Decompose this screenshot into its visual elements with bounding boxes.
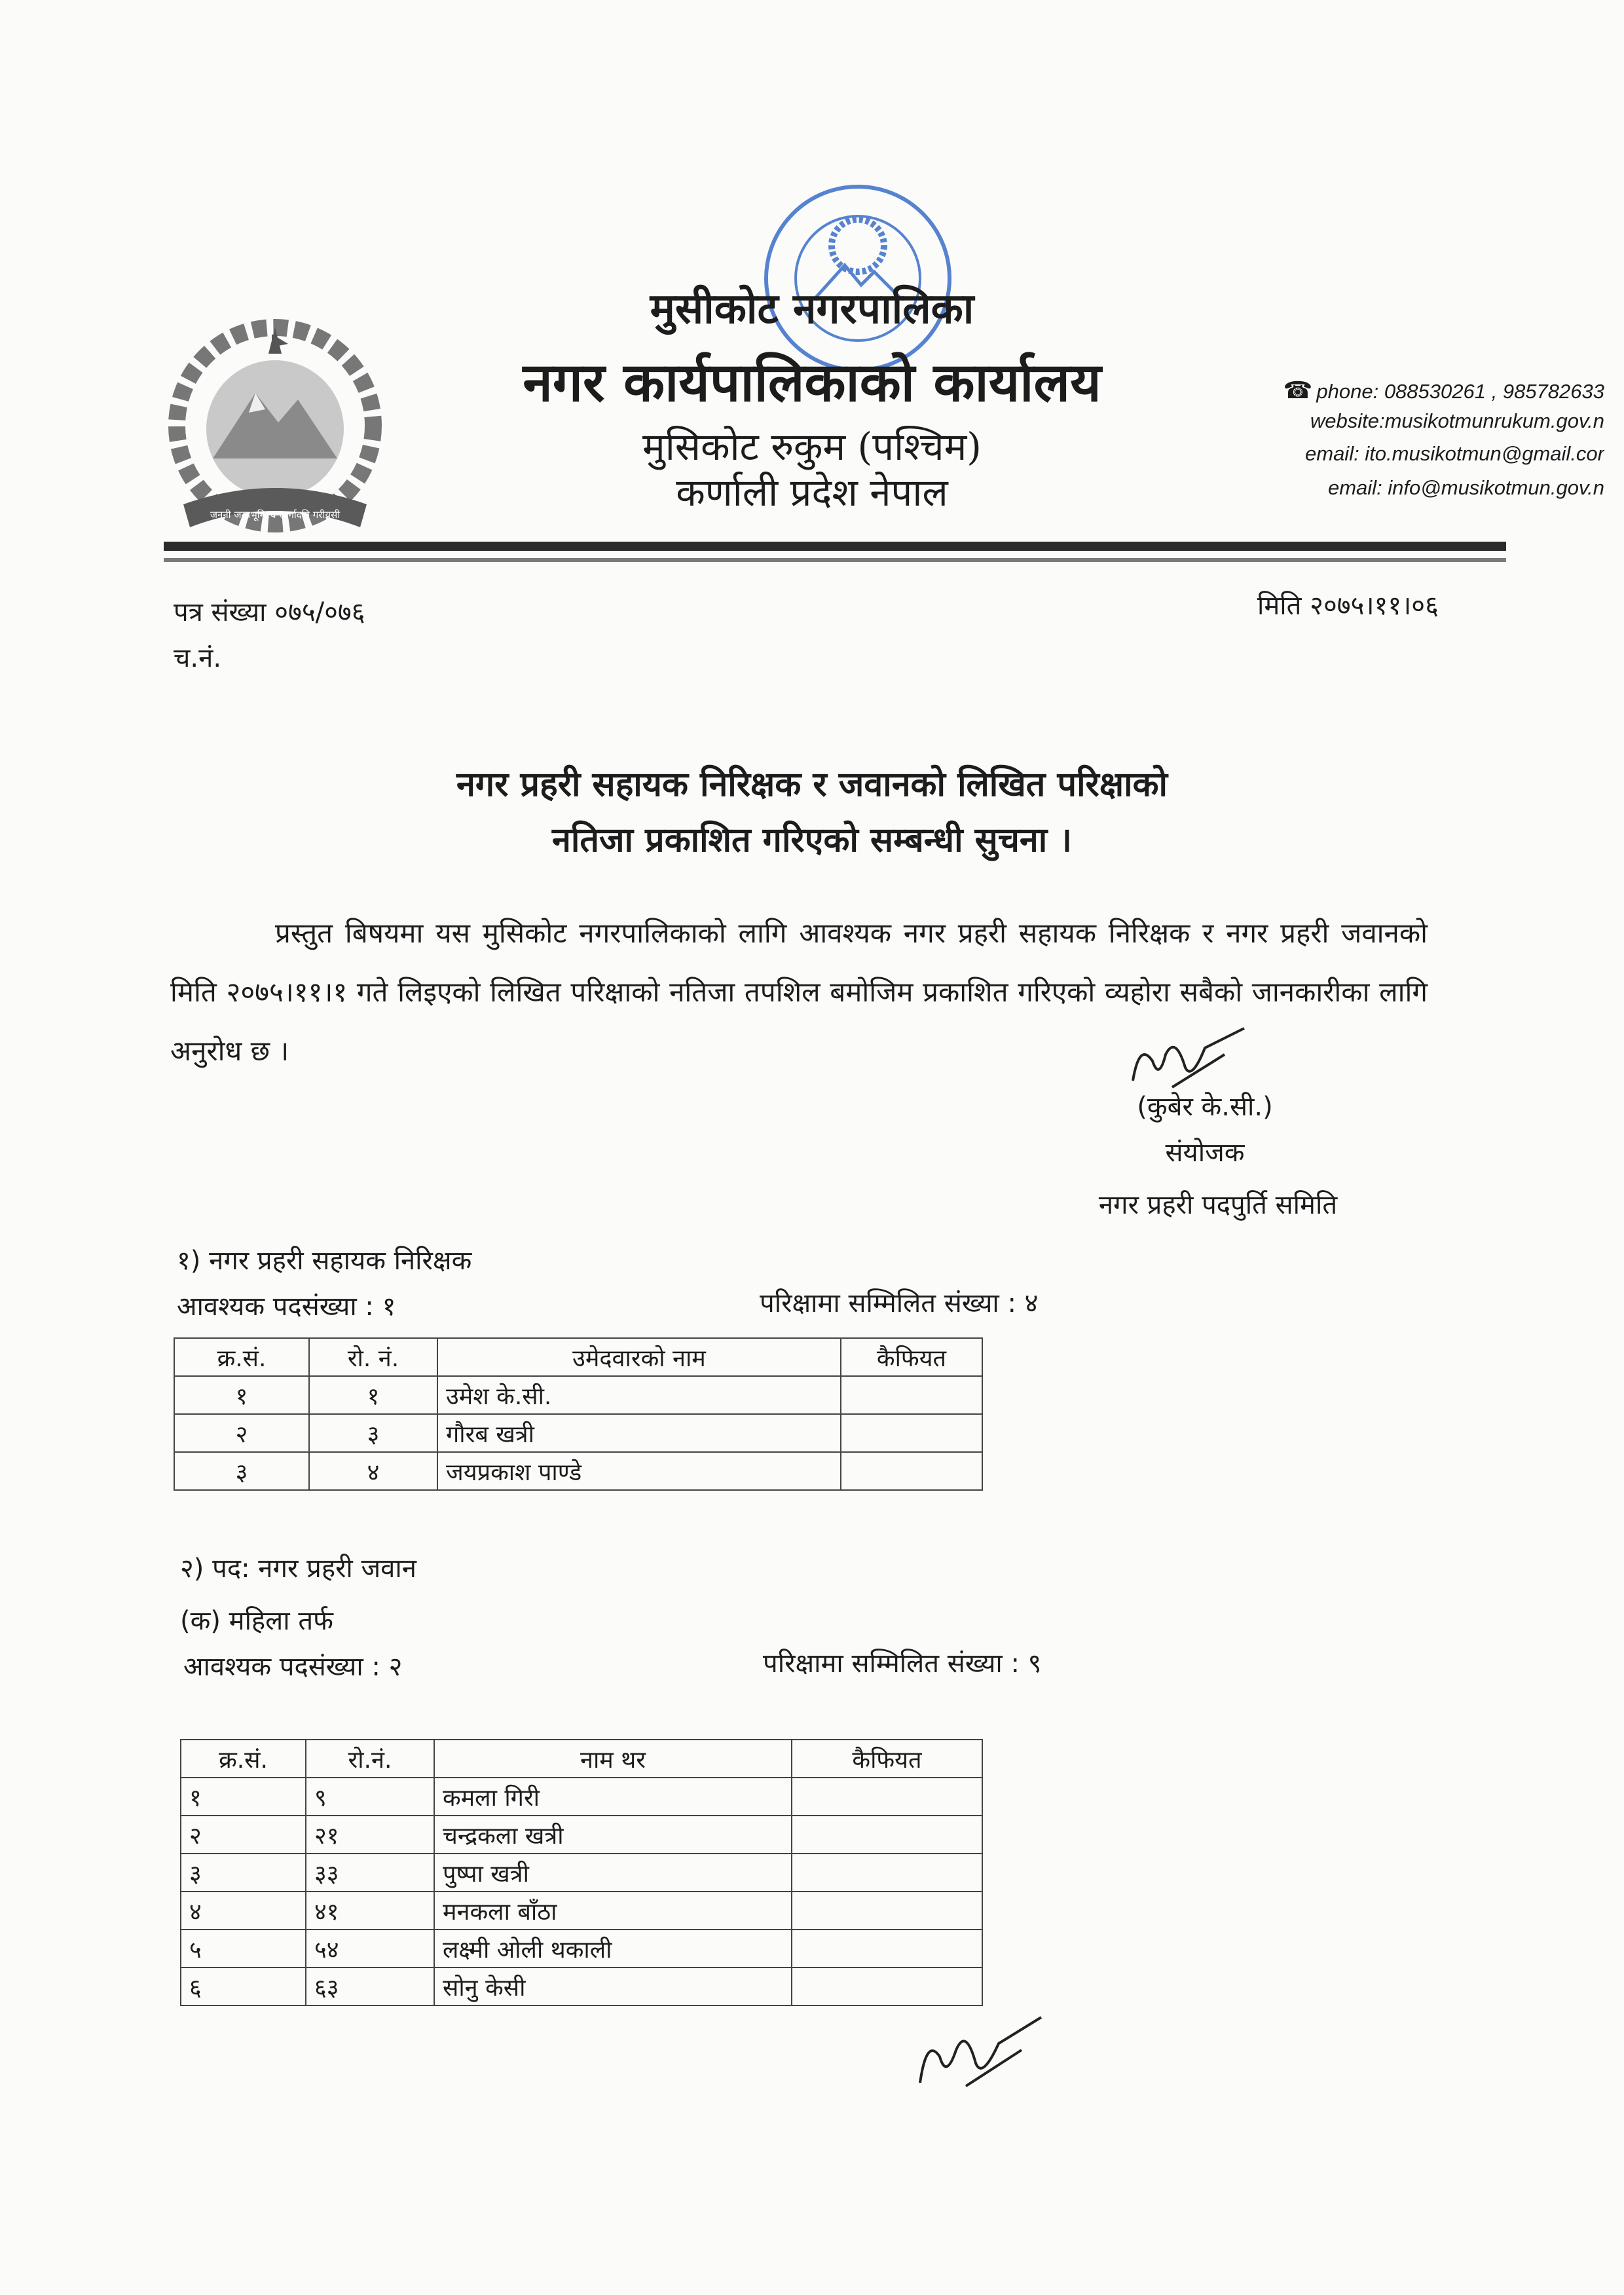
table-row (181, 1854, 982, 1892)
contact-website: website:musikotmunrukum.gov.n (1310, 409, 1604, 432)
cell-roll: ४ (309, 1452, 437, 1490)
col-roll: रो. नं. (309, 1338, 437, 1376)
header-rule (164, 542, 1506, 551)
notice-title-line2: नतिजा प्रकाशित गरिएको सम्बन्धी सुचना । (552, 821, 1072, 860)
cell-roll: ४१ (306, 1892, 434, 1930)
table-row (181, 1778, 982, 1816)
letter-date: मिति २०७५।११।०६ (1257, 591, 1439, 621)
signatory-name: (कुबेर के.सी.) (1137, 1092, 1273, 1122)
contact-email-2: email: info@musikotmun.gov.n (1327, 476, 1604, 499)
cell-name: गौरब खत्री (437, 1414, 841, 1452)
col-roll: रो.नं. (306, 1740, 434, 1778)
cell-roll: २१ (306, 1816, 434, 1854)
notice-title-line1: नगर प्रहरी सहायक निरिक्षक र जवानको लिखित परिक्षाको (456, 765, 1168, 804)
cell-name: कमला गिरी (434, 1778, 792, 1816)
contact-phone (1185, 377, 1604, 404)
cell-name: उमेश के.सी. (437, 1376, 841, 1414)
col-name: नाम थर (434, 1740, 792, 1778)
cell-serial: १ (174, 1376, 309, 1414)
cell-remarks (792, 1930, 982, 1968)
table-row (181, 1816, 982, 1854)
table-row (174, 1414, 982, 1452)
cell-serial: ३ (181, 1854, 306, 1892)
signature-mark-icon-bottom (904, 2004, 1054, 2096)
table-header-row (181, 1740, 982, 1778)
cell-remarks (792, 1892, 982, 1930)
cell-remarks (792, 1854, 982, 1892)
section1-appeared: परिक्षामा सम्मिलित संख्या : ४ (760, 1288, 1039, 1318)
col-remarks: कैफियत (841, 1338, 982, 1376)
signatory-role: संयोजक (1165, 1138, 1245, 1168)
col-name: उमेदवारको नाम (437, 1338, 841, 1376)
table-row (181, 1892, 982, 1930)
cell-name: सोनु केसी (434, 1968, 792, 2006)
cell-serial: २ (181, 1816, 306, 1854)
cell-serial: ५ (181, 1930, 306, 1968)
cell-roll: ३ (309, 1414, 437, 1452)
cell-serial: १ (181, 1778, 306, 1816)
cell-roll: ३३ (306, 1854, 434, 1892)
section2-sub: (क) महिला तर्फ (180, 1606, 334, 1636)
table-row (174, 1452, 982, 1490)
cell-serial: २ (174, 1414, 309, 1452)
office-location: मुसिकोट रुकुम (पश्चिम) (642, 424, 982, 469)
cell-remarks (841, 1376, 982, 1414)
notice-body: प्रस्तुत बिषयमा यस मुसिकोट नगरपालिकाको लागि आवश्यक नगर प्रहरी सहायक निरिक्षक र नगर प्रहरी जवानको मिति २०७५।११।१ गते लिइएको लिखित परिक्षाको नतिजा तपशिल बमोजिम प्रकाशित गरिएको व्यहोरा सबैको जानकारीका लागि अनुरोध छ । (170, 917, 1428, 1067)
cell-name: जयप्रकाश पाण्डे (437, 1452, 841, 1490)
letter-number: पत्र संख्या ०७५/०७६ (174, 597, 365, 627)
cell-remarks (792, 1968, 982, 2006)
col-serial: क्र.सं. (181, 1740, 306, 1778)
table-row (174, 1376, 982, 1414)
cell-name: चन्द्रकला खत्री (434, 1816, 792, 1854)
section2-heading: २) पद: नगर प्रहरी जवान (180, 1554, 416, 1584)
signatory-committee: नगर प्रहरी पदपुर्ति समिति (1098, 1190, 1338, 1220)
cell-remarks (841, 1414, 982, 1452)
emblem-motto: जननी जन्मभूमिश्च स्वर्गादपि गरीयसी (210, 509, 341, 521)
cell-roll: ५४ (306, 1930, 434, 1968)
cell-roll: ९ (306, 1778, 434, 1816)
section1-table (174, 1337, 983, 1491)
cell-serial: ६ (181, 1968, 306, 2006)
col-serial: क्र.सं. (174, 1338, 309, 1376)
header-rule-thin (164, 558, 1506, 562)
cell-name: पुष्पा खत्री (434, 1854, 792, 1892)
cell-remarks (792, 1816, 982, 1854)
section1-required: आवश्यक पदसंख्या : १ (177, 1292, 396, 1322)
section2-table (180, 1739, 983, 2006)
office-name: नगर कार्यपालिकाको कार्यालय (523, 351, 1101, 414)
section1-heading: १) नगर प्रहरी सहायक निरिक्षक (177, 1246, 472, 1276)
municipality-name: मुसीकोट नगरपालिका (650, 284, 974, 333)
col-remarks: कैफियत (792, 1740, 982, 1778)
cell-name: लक्ष्मी ओली थकाली (434, 1930, 792, 1968)
section2-required: आवश्यक पदसंख्या : २ (183, 1652, 403, 1682)
table-header-row (174, 1338, 982, 1376)
cell-remarks (841, 1452, 982, 1490)
cell-remarks (792, 1778, 982, 1816)
table-row (181, 1930, 982, 1968)
cell-roll: ६३ (306, 1968, 434, 2006)
contact-email-1: email: ito.musikotmun@gmail.cor (1305, 442, 1604, 465)
phone-icon: ☎ (1283, 377, 1313, 403)
dispatch-number: च.नं. (174, 643, 222, 673)
cell-name: मनकला बाँठा (434, 1892, 792, 1930)
section2-appeared: परिक्षामा सम्मिलित संख्या : ९ (763, 1649, 1042, 1679)
province-name: कर्णाली प्रदेश नेपाल (676, 470, 948, 515)
cell-serial: ३ (174, 1452, 309, 1490)
cell-serial: ४ (181, 1892, 306, 1930)
table-row (181, 1968, 982, 2006)
phone-text: phone: 088530261 , 985782633 (1316, 380, 1604, 403)
cell-roll: १ (309, 1376, 437, 1414)
